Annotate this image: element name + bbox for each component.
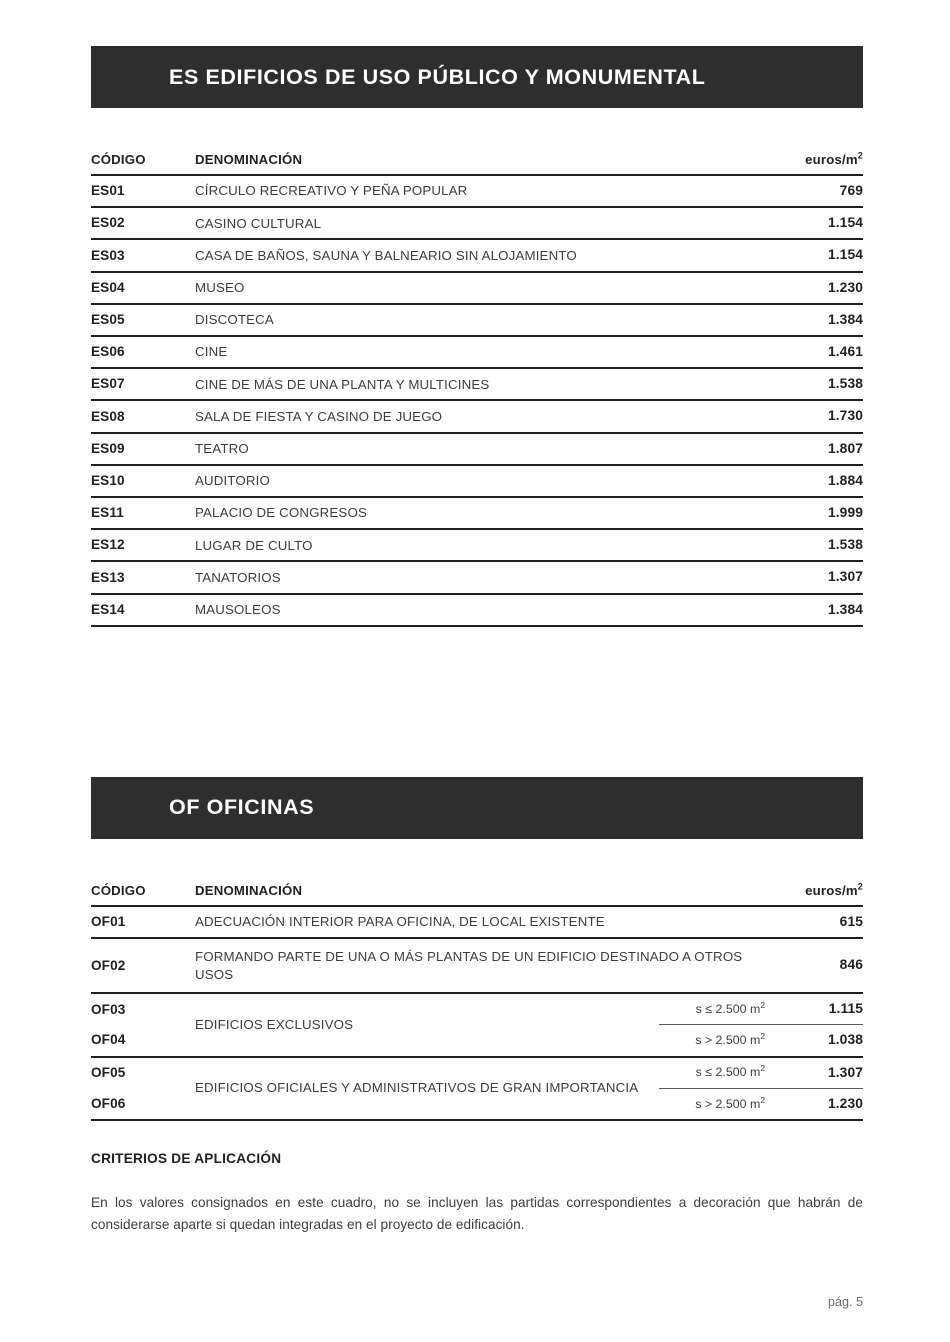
row-condition-text: s ≤ 2.500 m: [695, 1002, 761, 1017]
row-value: 769: [777, 175, 863, 207]
column-header-name-of: DENOMINACIÓN: [195, 882, 303, 898]
row-value: 1.307: [777, 1057, 863, 1089]
table-row: [91, 272, 863, 304]
top-spacer: [91, 0, 863, 46]
column-header-value-text-es: euros/m: [805, 152, 858, 167]
row-name: DISCOTECA: [195, 304, 777, 336]
section-banner-es: [91, 46, 863, 108]
row-name: ADECUACIÓN INTERIOR PARA OFICINA, DE LOCAL EXISTENTE: [195, 906, 777, 938]
table-row: [91, 1057, 863, 1089]
row-code: ES11: [91, 497, 195, 529]
row-code: ES14: [91, 594, 195, 625]
table-body-of: [91, 906, 863, 1119]
column-header-code-of: CÓDIGO: [91, 882, 146, 898]
row-name: CÍRCULO RECREATIVO Y PEÑA POPULAR: [195, 175, 777, 207]
row-value: 1.999: [777, 497, 863, 529]
row-code: ES02: [91, 207, 195, 239]
price-table-of: [91, 883, 863, 1119]
criteria-gap: [91, 1121, 863, 1151]
row-code: OF05: [91, 1057, 195, 1089]
row-name-group: EDIFICIOS OFICIALES Y ADMINISTRATIVOS DE GRAN IMPORTANCIA: [195, 1057, 659, 1119]
banner-table-gap-of: [91, 839, 863, 883]
table-row: [91, 400, 863, 432]
row-name: LUGAR DE CULTO: [195, 529, 777, 561]
row-name: FORMANDO PARTE DE UNA O MÁS PLANTAS DE UN EDIFICIO DESTINADO A OTROS USOS: [195, 938, 777, 993]
row-value: 1.384: [777, 594, 863, 625]
row-name: CASA DE BAÑOS, SAUNA Y BALNEARIO SIN ALOJAMIENTO: [195, 239, 777, 271]
row-value: 1.230: [777, 1088, 863, 1119]
criteria-text: En los valores consignados en este cuadro, no se incluyen las partidas correspondientes a decoración que habrán de considerarse aparte si quedan integradas en el proyecto de edificación.: [91, 1194, 863, 1232]
row-name: MUSEO: [195, 272, 777, 304]
table-row: [91, 993, 863, 1025]
row-value: 1.884: [777, 465, 863, 497]
row-value: 1.115: [777, 993, 863, 1025]
table-row: [91, 207, 863, 239]
row-code: OF04: [91, 1032, 126, 1048]
row-name: TANATORIOS: [195, 561, 777, 593]
column-header-value-sup-es: 2: [857, 150, 863, 161]
table-row: [91, 561, 863, 593]
table-row: [91, 594, 863, 625]
row-name: CASINO CULTURAL: [195, 207, 777, 239]
row-condition-sup: 2: [760, 1031, 765, 1042]
row-condition-sup: 2: [760, 1063, 765, 1074]
column-header-value-es: [777, 152, 863, 175]
row-condition-sup: 2: [760, 999, 765, 1010]
banner-table-gap-es: [91, 108, 863, 152]
row-value: 1.807: [777, 433, 863, 465]
row-condition: [659, 993, 777, 1025]
row-condition-text: s ≤ 2.500 m: [695, 1065, 761, 1080]
row-condition: [659, 1025, 777, 1057]
row-name: CINE DE MÁS DE UNA PLANTA Y MULTICINES: [195, 368, 777, 400]
row-condition-sup: 2: [760, 1094, 765, 1105]
row-value: 1.730: [777, 400, 863, 432]
row-code: ES12: [91, 529, 195, 561]
table-row: [91, 497, 863, 529]
criteria-title: CRITERIOS DE APLICACIÓN: [91, 1150, 282, 1166]
row-code: ES01: [91, 175, 195, 207]
row-code: OF06: [91, 1095, 126, 1111]
table-row: [91, 906, 863, 938]
row-code: ES13: [91, 561, 195, 593]
row-code: ES04: [91, 272, 195, 304]
row-name: CINE: [195, 336, 777, 368]
table-header-row-es: [91, 152, 863, 175]
criteria-title-gap: [91, 1166, 863, 1192]
row-name-group: EDIFICIOS EXCLUSIVOS: [195, 993, 659, 1056]
table-body-es: [91, 175, 863, 625]
row-value: 1.038: [777, 1025, 863, 1057]
row-value: 1.384: [777, 304, 863, 336]
row-code: ES09: [91, 433, 195, 465]
row-value: 846: [777, 938, 863, 993]
row-code: OF02: [91, 938, 195, 993]
footer-page-number: pág. 5: [827, 1295, 863, 1309]
row-code: ES05: [91, 304, 195, 336]
row-condition: [659, 1088, 777, 1119]
row-value: 1.230: [777, 272, 863, 304]
table-row: [91, 529, 863, 561]
row-value: 1.307: [777, 561, 863, 593]
row-value: 1.461: [777, 336, 863, 368]
row-condition-text: s > 2.500 m: [695, 1096, 761, 1111]
row-code: ES03: [91, 239, 195, 271]
row-code: ES07: [91, 368, 195, 400]
section-gap: [91, 627, 863, 777]
row-condition: [659, 1057, 777, 1089]
table-row: [91, 368, 863, 400]
row-name: SALA DE FIESTA Y CASINO DE JUEGO: [195, 400, 777, 432]
row-value: 615: [777, 906, 863, 938]
table-row: [91, 938, 863, 993]
page-content: [91, 0, 863, 1236]
row-code: ES06: [91, 336, 195, 368]
price-table-es: [91, 152, 863, 625]
row-code: OF01: [91, 906, 195, 938]
row-code: ES10: [91, 465, 195, 497]
section-banner-of: [91, 777, 863, 839]
row-code: OF03: [91, 993, 195, 1025]
row-value: 1.538: [777, 529, 863, 561]
table-row: [91, 433, 863, 465]
table-row: [91, 336, 863, 368]
row-name: PALACIO DE CONGRESOS: [195, 497, 777, 529]
table-row: [91, 239, 863, 271]
column-header-value-of: [777, 883, 863, 906]
row-condition-text: s > 2.500 m: [695, 1033, 761, 1048]
column-header-value-text-of: euros/m: [805, 882, 858, 898]
row-name: TEATRO: [195, 433, 777, 465]
column-header-value-sup-of: 2: [857, 881, 863, 892]
section-title-es: ES EDIFICIOS DE USO PÚBLICO Y MONUMENTAL: [169, 64, 706, 89]
row-code: ES08: [91, 400, 195, 432]
row-value: 1.538: [777, 368, 863, 400]
row-name: MAUSOLEOS: [195, 594, 777, 625]
table-header-row-of: [91, 883, 863, 906]
column-header-name-es: DENOMINACIÓN: [195, 152, 303, 167]
section-title-of: OF OFICINAS: [169, 795, 315, 820]
row-value: 1.154: [777, 239, 863, 271]
column-header-code-es: CÓDIGO: [91, 152, 146, 167]
row-value: 1.154: [777, 207, 863, 239]
row-name: AUDITORIO: [195, 465, 777, 497]
table-row: [91, 465, 863, 497]
table-row: [91, 304, 863, 336]
table-row: [91, 175, 863, 207]
